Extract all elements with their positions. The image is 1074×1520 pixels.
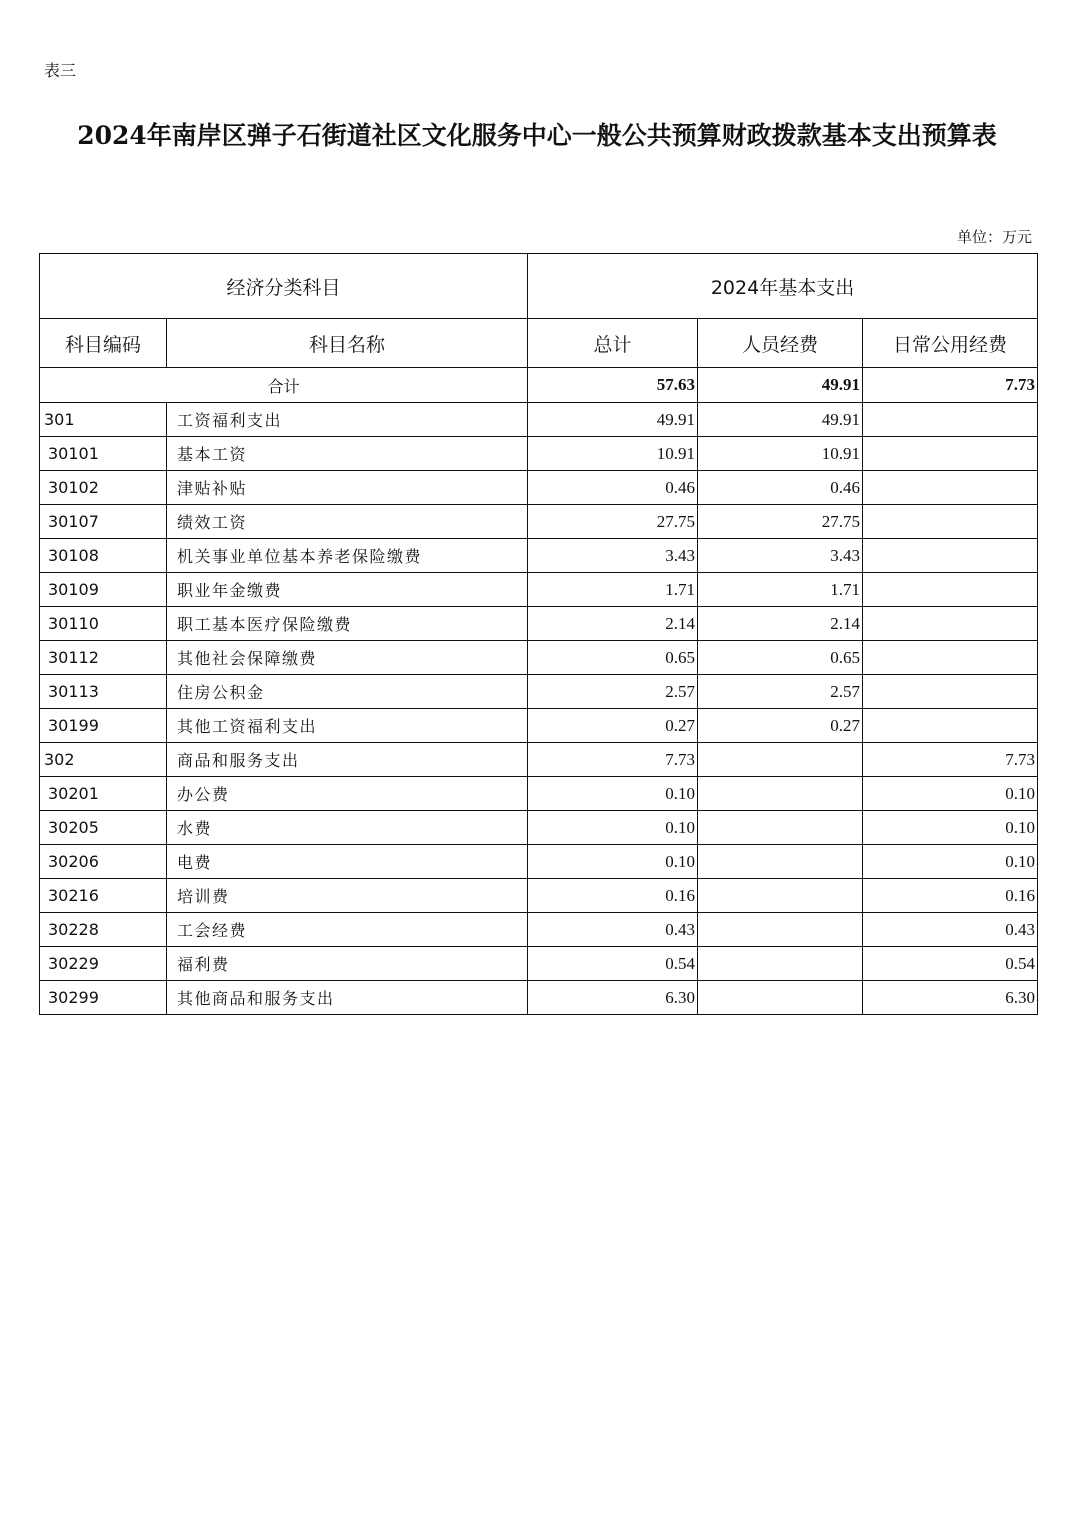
budget-table xyxy=(39,253,1038,1015)
header-econ-class: 经济分类科目 xyxy=(40,254,528,319)
row-code: 302 xyxy=(40,743,167,777)
row-total: 0.65 xyxy=(528,641,698,675)
row-personnel: 27.75 xyxy=(698,505,863,539)
table-row xyxy=(40,505,1038,539)
table-row xyxy=(40,607,1038,641)
row-personnel: 0.65 xyxy=(698,641,863,675)
row-total: 0.27 xyxy=(528,709,698,743)
header-name: 科目名称 xyxy=(167,319,528,368)
row-name: 绩效工资 xyxy=(167,505,528,539)
row-code: 30299 xyxy=(40,981,167,1015)
row-code: 30109 xyxy=(40,573,167,607)
row-public xyxy=(863,403,1038,437)
row-personnel: 1.71 xyxy=(698,573,863,607)
header-row-1 xyxy=(40,254,1038,319)
page-label: 表三 xyxy=(44,61,77,80)
row-public xyxy=(863,573,1038,607)
row-public: 0.54 xyxy=(863,947,1038,981)
header-total: 总计 xyxy=(528,319,698,368)
row-personnel: 0.46 xyxy=(698,471,863,505)
row-public xyxy=(863,641,1038,675)
row-code: 301 xyxy=(40,403,167,437)
unit-label: 单位：万元 xyxy=(956,228,1032,246)
row-total: 0.10 xyxy=(528,777,698,811)
row-public: 0.43 xyxy=(863,913,1038,947)
row-code: 30112 xyxy=(40,641,167,675)
row-total: 1.71 xyxy=(528,573,698,607)
row-personnel: 2.57 xyxy=(698,675,863,709)
row-public xyxy=(863,607,1038,641)
row-total: 49.91 xyxy=(528,403,698,437)
row-code: 30205 xyxy=(40,811,167,845)
table-row xyxy=(40,437,1038,471)
row-public xyxy=(863,675,1038,709)
row-total: 7.73 xyxy=(528,743,698,777)
row-personnel: 2.14 xyxy=(698,607,863,641)
row-name: 培训费 xyxy=(167,879,528,913)
table-row xyxy=(40,709,1038,743)
row-public xyxy=(863,539,1038,573)
row-name: 职业年金缴费 xyxy=(167,573,528,607)
table-row xyxy=(40,675,1038,709)
row-code: 30101 xyxy=(40,437,167,471)
row-total: 10.91 xyxy=(528,437,698,471)
row-name: 水费 xyxy=(167,811,528,845)
row-name: 其他商品和服务支出 xyxy=(167,981,528,1015)
row-code: 30216 xyxy=(40,879,167,913)
header-code: 科目编码 xyxy=(40,319,167,368)
row-personnel xyxy=(698,845,863,879)
row-total: 0.46 xyxy=(528,471,698,505)
row-name: 工会经费 xyxy=(167,913,528,947)
row-total: 0.16 xyxy=(528,879,698,913)
table-row xyxy=(40,947,1038,981)
row-code: 30113 xyxy=(40,675,167,709)
row-name: 其他工资福利支出 xyxy=(167,709,528,743)
row-public xyxy=(863,505,1038,539)
total-personnel-value: 49.91 xyxy=(698,368,863,403)
row-code: 30108 xyxy=(40,539,167,573)
row-total: 2.57 xyxy=(528,675,698,709)
row-total: 0.43 xyxy=(528,913,698,947)
header-personnel: 人员经费 xyxy=(698,319,863,368)
row-name: 办公费 xyxy=(167,777,528,811)
row-name: 住房公积金 xyxy=(167,675,528,709)
table-row xyxy=(40,777,1038,811)
total-row xyxy=(40,368,1038,403)
row-name: 其他社会保障缴费 xyxy=(167,641,528,675)
row-public: 0.10 xyxy=(863,777,1038,811)
row-code: 30110 xyxy=(40,607,167,641)
table-row xyxy=(40,981,1038,1015)
table-row xyxy=(40,845,1038,879)
row-code: 30199 xyxy=(40,709,167,743)
total-public-value: 7.73 xyxy=(863,368,1038,403)
row-personnel xyxy=(698,879,863,913)
row-name: 职工基本医疗保险缴费 xyxy=(167,607,528,641)
header-basic-expenditure: 2024年基本支出 xyxy=(528,254,1038,319)
row-total: 0.54 xyxy=(528,947,698,981)
row-name: 津贴补贴 xyxy=(167,471,528,505)
table-row xyxy=(40,641,1038,675)
row-public: 7.73 xyxy=(863,743,1038,777)
row-public xyxy=(863,437,1038,471)
table-row xyxy=(40,471,1038,505)
row-personnel xyxy=(698,947,863,981)
total-value: 57.63 xyxy=(528,368,698,403)
row-code: 30206 xyxy=(40,845,167,879)
total-label: 合计 xyxy=(40,368,528,403)
row-personnel: 10.91 xyxy=(698,437,863,471)
row-code: 30102 xyxy=(40,471,167,505)
row-name: 电费 xyxy=(167,845,528,879)
row-code: 30228 xyxy=(40,913,167,947)
row-public xyxy=(863,471,1038,505)
row-public: 0.16 xyxy=(863,879,1038,913)
row-personnel xyxy=(698,981,863,1015)
row-name: 基本工资 xyxy=(167,437,528,471)
row-personnel xyxy=(698,743,863,777)
row-public: 0.10 xyxy=(863,811,1038,845)
table-row xyxy=(40,743,1038,777)
row-personnel: 3.43 xyxy=(698,539,863,573)
row-total: 0.10 xyxy=(528,845,698,879)
row-total: 27.75 xyxy=(528,505,698,539)
table-row xyxy=(40,573,1038,607)
row-code: 30201 xyxy=(40,777,167,811)
row-name: 工资福利支出 xyxy=(167,403,528,437)
row-personnel: 0.27 xyxy=(698,709,863,743)
row-personnel: 49.91 xyxy=(698,403,863,437)
table-row xyxy=(40,913,1038,947)
table-row xyxy=(40,811,1038,845)
row-personnel xyxy=(698,811,863,845)
row-name: 福利费 xyxy=(167,947,528,981)
header-row-2 xyxy=(40,319,1038,368)
row-total: 6.30 xyxy=(528,981,698,1015)
row-public: 6.30 xyxy=(863,981,1038,1015)
row-total: 3.43 xyxy=(528,539,698,573)
row-name: 商品和服务支出 xyxy=(167,743,528,777)
table-row xyxy=(40,539,1038,573)
table-row xyxy=(40,879,1038,913)
row-personnel xyxy=(698,913,863,947)
row-public xyxy=(863,709,1038,743)
row-code: 30107 xyxy=(40,505,167,539)
row-total: 0.10 xyxy=(528,811,698,845)
row-name: 机关事业单位基本养老保险缴费 xyxy=(167,539,528,573)
row-total: 2.14 xyxy=(528,607,698,641)
row-personnel xyxy=(698,777,863,811)
page-title: 2024年南岸区弹子石街道社区文化服务中心一般公共预算财政拨款基本支出预算表 xyxy=(77,121,997,150)
row-public: 0.10 xyxy=(863,845,1038,879)
table-row xyxy=(40,403,1038,437)
row-code: 30229 xyxy=(40,947,167,981)
header-public: 日常公用经费 xyxy=(863,319,1038,368)
